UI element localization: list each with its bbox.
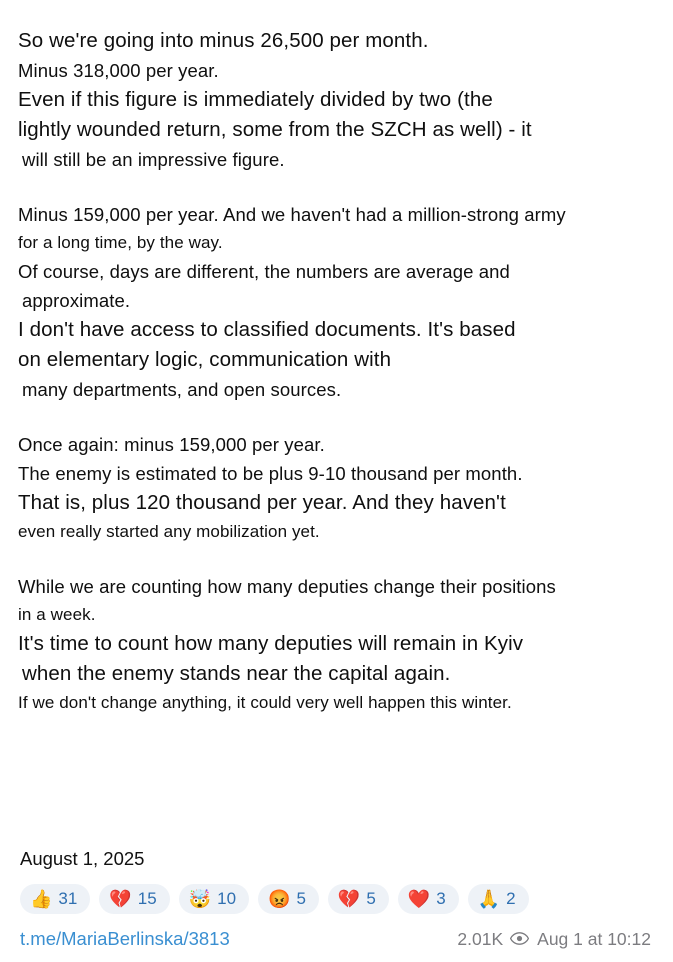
text-line: While we are counting how many deputies change their positions bbox=[18, 576, 556, 597]
reaction-count: 5 bbox=[296, 889, 306, 908]
post-meta-row bbox=[20, 928, 651, 950]
reaction-count: 2 bbox=[506, 889, 516, 908]
post-footer bbox=[18, 848, 653, 950]
paragraph-spacer bbox=[18, 174, 653, 200]
text-line: Once again: minus 159,000 per year. bbox=[18, 434, 325, 455]
text-line: That is, plus 120 thousand per year. And they haven't bbox=[18, 491, 506, 514]
paragraph bbox=[18, 200, 653, 404]
reaction-count: 15 bbox=[137, 889, 157, 908]
paragraph bbox=[18, 26, 653, 174]
reaction-broken-heart-2[interactable] bbox=[328, 884, 389, 914]
reaction-count: 10 bbox=[217, 889, 237, 908]
text-line: The enemy is estimated to be plus 9-10 thousand per month. bbox=[18, 463, 523, 484]
post-meta-right bbox=[457, 929, 651, 950]
source-link[interactable]: t.me/MariaBerlinska/3813 bbox=[20, 928, 230, 949]
text-line: Minus 318,000 per year. bbox=[18, 60, 219, 81]
reaction-count: 31 bbox=[58, 889, 78, 908]
text-line: Of course, days are different, the numbers are average and bbox=[18, 261, 510, 282]
post-date: August 1, 2025 bbox=[20, 848, 145, 869]
reaction-angry-face[interactable] bbox=[258, 884, 319, 914]
reaction-bar bbox=[20, 884, 653, 914]
text-line: in a week. bbox=[18, 605, 96, 624]
exploding-head-icon: 🤯 bbox=[188, 889, 212, 909]
broken-heart-2-icon: 💔 bbox=[337, 889, 361, 909]
text-line: when the enemy stands near the capital again. bbox=[22, 662, 451, 685]
paragraph-spacer bbox=[18, 546, 653, 572]
post-body bbox=[18, 26, 653, 717]
views-number: 2.01K bbox=[457, 928, 504, 949]
text-line: approximate. bbox=[22, 290, 131, 311]
view-count bbox=[457, 929, 529, 950]
text-line: Even if this figure is immediately divided by two (the bbox=[18, 88, 493, 111]
paragraph bbox=[18, 430, 653, 546]
reaction-red-heart[interactable] bbox=[398, 884, 459, 914]
reaction-count: 3 bbox=[436, 889, 446, 908]
text-line: If we don't change anything, it could very well happen this winter. bbox=[18, 693, 512, 712]
reaction-broken-heart[interactable] bbox=[99, 884, 169, 914]
angry-face-icon: 😡 bbox=[268, 889, 291, 909]
reaction-thumbs-up[interactable] bbox=[20, 884, 90, 914]
paragraph-spacer bbox=[18, 404, 653, 430]
folded-hands-icon: 🙏 bbox=[477, 889, 501, 909]
paragraph bbox=[18, 572, 653, 717]
text-line: It's time to count how many deputies will remain in Kyiv bbox=[18, 632, 524, 655]
text-line: even really started any mobilization yet. bbox=[18, 522, 320, 541]
text-line: many departments, and open sources. bbox=[22, 379, 342, 400]
text-line: for a long time, by the way. bbox=[18, 233, 223, 252]
broken-heart-icon: 💔 bbox=[109, 889, 132, 909]
reaction-count: 5 bbox=[366, 889, 376, 908]
thumbs-up-icon: 👍 bbox=[30, 889, 53, 909]
reaction-exploding-head[interactable] bbox=[179, 884, 249, 914]
text-line: on elementary logic, communication with bbox=[18, 348, 392, 371]
text-line: will still be an impressive figure. bbox=[22, 149, 285, 170]
eye-icon bbox=[510, 929, 529, 950]
text-line: Minus 159,000 per year. And we haven't had a million-strong army bbox=[18, 204, 566, 225]
text-line: lightly wounded return, some from the SZCH as well) - it bbox=[18, 118, 532, 141]
text-line: So we're going into minus 26,500 per month. bbox=[18, 29, 429, 52]
post-timestamp: Aug 1 at 10:12 bbox=[537, 928, 651, 949]
red-heart-icon: ❤️ bbox=[407, 889, 431, 909]
text-line: I don't have access to classified documents. It's based bbox=[18, 318, 516, 341]
reaction-folded-hands[interactable] bbox=[468, 884, 529, 914]
